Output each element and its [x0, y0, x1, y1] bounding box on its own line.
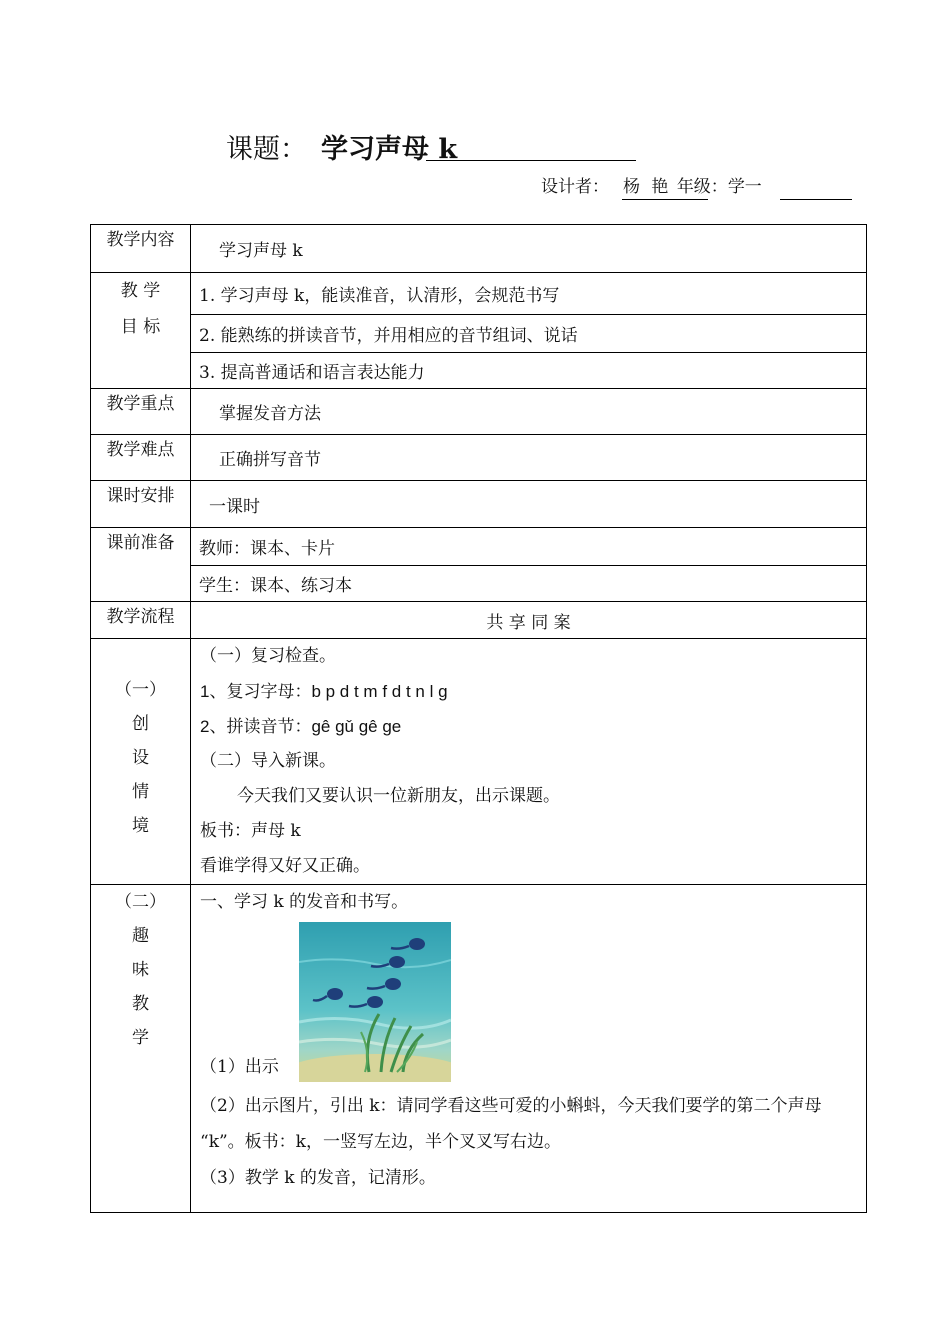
goal-2: 2. 能熟练的拼读音节，并用相应的音节组词、说话	[199, 326, 578, 346]
section1-label-line: 设	[132, 748, 149, 768]
lesson-plan-table	[90, 224, 867, 1213]
section1-line: 看谁学得又好又正确。	[200, 856, 370, 876]
section1-content	[191, 639, 867, 885]
goals-label	[91, 273, 191, 389]
section2-content	[191, 885, 867, 1213]
prep-teacher: 教师：课本、卡片	[199, 539, 335, 559]
designer-label: 设计者：	[541, 177, 609, 197]
section1-line: 2、拼读音节：gê gǔ gê ge	[200, 717, 402, 736]
section2-line-2b: “k”。板书：k，一竖写左边，半个叉叉写右边。	[200, 1132, 561, 1152]
section1-line: 板书：声母 k	[200, 821, 301, 841]
title-topic: 学习声母 k	[321, 134, 458, 165]
flow-value: 共 享 同 案	[486, 612, 571, 633]
difficult-label: 教学难点	[91, 435, 191, 481]
designer-name: 杨 艳	[623, 177, 672, 197]
section2-line-3: （3）教学 k 的发音，记清形。	[200, 1168, 436, 1188]
section2-line-1: 一、学习 k 的发音和书写。	[200, 892, 409, 912]
section1-label-line: 境	[132, 816, 149, 836]
section2-label-line: 趣	[132, 926, 149, 946]
section2-label-line: 学	[132, 1028, 149, 1048]
section1-line: 1、复习字母：b p d t m f d t n l g	[200, 682, 448, 701]
section2-label-line: （二）	[115, 892, 166, 912]
section2-label-line: 教	[132, 994, 149, 1014]
picture-caption: （1）出示	[200, 1057, 279, 1077]
grade-label: 年级：	[676, 177, 728, 197]
goal-3: 3. 提高普通话和语言表达能力	[199, 363, 425, 383]
title-label: 课题：	[226, 134, 307, 165]
key-value: 掌握发音方法	[219, 404, 321, 424]
key-label: 教学重点	[91, 389, 191, 435]
section1-label-line: 情	[132, 782, 149, 802]
content-value: 学习声母 k	[219, 241, 303, 261]
lesson-title	[226, 130, 457, 170]
picture-row	[191, 922, 866, 1082]
prep-student: 学生：课本、练习本	[199, 576, 352, 596]
section1-line: （二）导入新课。	[200, 751, 336, 771]
goals-label-line2: 目 标	[120, 317, 161, 337]
section2-label	[91, 885, 191, 1213]
section1-label-line: 创	[132, 714, 149, 734]
grade-value: 学一	[727, 177, 762, 197]
flow-label: 教学流程	[91, 602, 191, 639]
section1-label	[91, 639, 191, 885]
time-value: 一课时	[209, 496, 260, 517]
title-underline	[426, 160, 636, 161]
content-label: 教学内容	[91, 225, 191, 273]
prep-label: 课前准备	[91, 528, 191, 602]
section1-line: 今天我们又要认识一位新朋友，出示课题。	[237, 786, 560, 806]
difficult-value: 正确拼写音节	[219, 450, 321, 470]
section1-line: （一）复习检查。	[200, 646, 336, 666]
time-label: 课时安排	[91, 481, 191, 528]
section1-label-line: （一）	[115, 680, 166, 700]
goals-label-line1: 教 学	[120, 281, 161, 301]
goal-1: 1. 学习声母 k，能读准音，认清形，会规范书写	[199, 286, 560, 306]
grade-underline	[780, 199, 852, 200]
section2-line-2a: （2）出示图片，引出 k：请同学看这些可爱的小蝌蚪，今天我们要学的第二个声母	[200, 1096, 822, 1116]
tadpoles-picture	[299, 922, 451, 1082]
designer-line	[541, 174, 762, 200]
section2-label-line: 味	[132, 960, 149, 980]
designer-underline	[622, 199, 708, 200]
